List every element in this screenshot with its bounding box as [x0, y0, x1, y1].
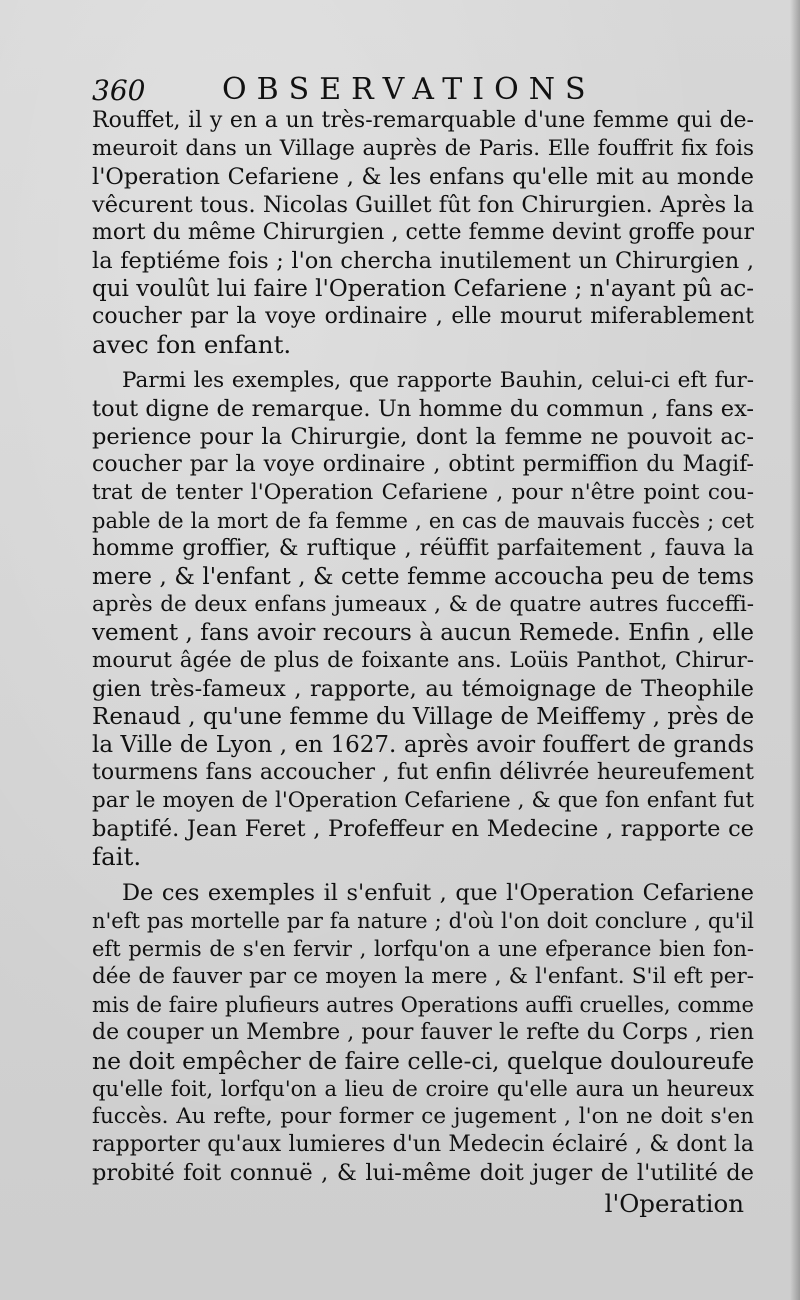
text-line: fuccès. Au refte, pour former ce jugement , l'on ne doit s'en [92, 1104, 754, 1129]
text-line: mere , & l'enfant , & cette femme accoucha peu de tems [92, 564, 754, 590]
text-line: mort du même Chirurgien , cette femme devint groffe pour [92, 220, 754, 245]
paragraph-gap [92, 871, 754, 879]
paragraph-1 [92, 107, 754, 359]
text-line: de couper un Membre , pour fauver le refte du Corps , rien [92, 1020, 754, 1045]
text-line: tourmens fans accoucher , fut enfin délivrée heureufement [92, 760, 754, 785]
text-line: trat de tenter l'Operation Cefariene , pour n'être point cou- [92, 480, 754, 505]
catchword: l'Operation [604, 1189, 744, 1218]
text-line: qu'elle foit, lorfqu'on a lieu de croire qu'elle aura un heureux [92, 1077, 754, 1101]
text-line: qui voulût lui faire l'Operation Cefariene ; n'ayant pû ac- [92, 276, 754, 302]
text-line: n'eft pas mortelle par fa nature ; d'où l'on doit conclure , qu'il [92, 909, 754, 933]
text-line: coucher par la voye ordinaire , elle mourut miferablement [92, 304, 754, 329]
text-line: tout digne de remarque. Un homme du commun , fans ex- [92, 396, 754, 422]
page-number: 360 [92, 74, 146, 107]
text-line: homme groffier, & ruftique , réüffit parfaitement , fauva la [92, 536, 754, 561]
body-text [92, 107, 754, 1187]
text-line: Renaud , qu'une femme du Village de Meiffemy , près de [92, 704, 754, 730]
paragraph-3 [92, 879, 754, 1187]
text-line: Rouffet, il y en a un très-remarquable d'une femme qui de- [92, 108, 754, 133]
text-line: la feptiéme fois ; l'on chercha inutilement un Chirurgien , [92, 248, 754, 274]
text-line: rapporter qu'aux lumieres d'un Medecin éclairé , & dont la [92, 1132, 754, 1157]
text-line: fait. [92, 843, 142, 871]
text-line: ne doit empêcher de faire celle-ci, quelque douloureufe [92, 1047, 754, 1075]
running-title: OBSERVATIONS [222, 72, 596, 107]
text-line: pable de la mort de fa femme , en cas de mauvais fuccès ; cet [92, 509, 754, 533]
text-line: avec fon enfant. [92, 331, 292, 359]
text-line: coucher par la voye ordinaire , obtint permiffion du Magif- [92, 452, 754, 477]
text-line: la Ville de Lyon , en 1627. après avoir fouffert de grands [92, 732, 754, 758]
paragraph-2 [92, 367, 754, 871]
text-line: après de deux enfans jumeaux , & de quatre autres fucceffi- [92, 592, 754, 617]
text-line: meuroit dans un Village auprès de Paris. Elle fouffrit fix fois [92, 136, 754, 161]
text-line: Parmi les exemples, que rapporte Bauhin, celui-ci eft fur- [122, 368, 754, 393]
text-line: vement , fans avoir recours à aucun Remede. Enfin , elle [92, 620, 754, 646]
text-line: vêcurent tous. Nicolas Guillet fût fon Chirurgien. Après la [92, 192, 754, 218]
running-head [92, 70, 752, 112]
text-line: De ces exemples il s'enfuit , que l'Operation Cefariene [122, 880, 754, 906]
text-line: par le moyen de l'Operation Cefariene , & que fon enfant fut [92, 788, 754, 813]
text-line: mourut âgée de plus de foixante ans. Loüis Panthot, Chirur- [92, 648, 754, 673]
text-line: l'Operation Cefariene , & les enfans qu'elle mit au monde [92, 164, 754, 190]
text-line: gien très-fameux , rapporte, au témoignage de Theophile [92, 676, 754, 702]
text-line: perience pour la Chirurgie, dont la femme ne pouvoit ac- [92, 424, 754, 450]
text-line: eft permis de s'en fervir , lorfqu'on a une efperance bien fon- [92, 937, 754, 961]
paragraph-gap [92, 359, 754, 367]
page-edge-shadow [790, 0, 800, 1300]
text-line: mis de faire plufieurs autres Operations auffi cruelles, comme [92, 993, 754, 1017]
text-line: probité foit connuë , & lui-même doit juger de l'utilité de [92, 1160, 754, 1186]
text-line: baptifé. Jean Feret , Profeffeur en Medecine , rapporte ce [92, 816, 754, 842]
text-line: dée de fauver par ce moyen la mere , & l'enfant. S'il eft per- [92, 964, 754, 989]
